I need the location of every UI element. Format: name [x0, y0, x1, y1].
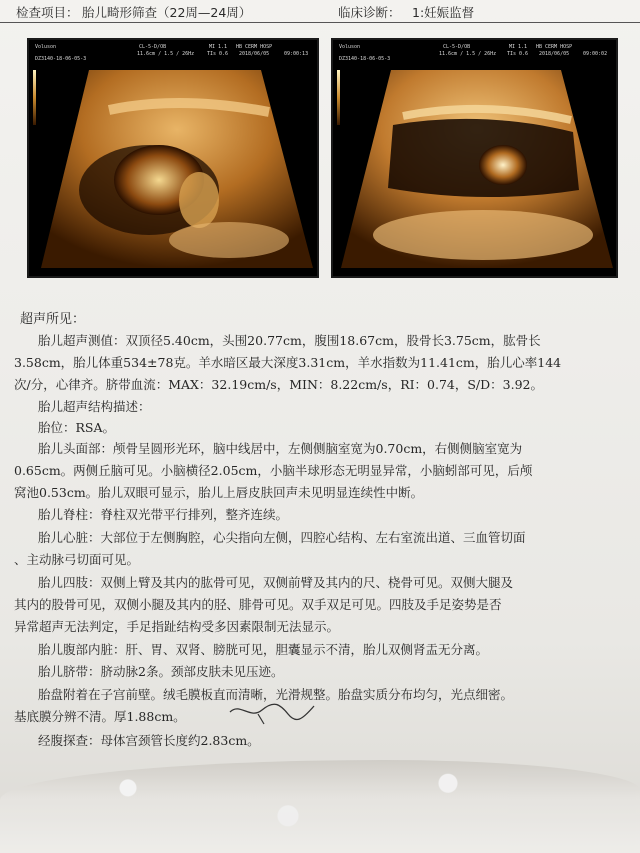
handwritten-signature: [228, 700, 316, 726]
probe-params: 11.6cm / 1.5 / 26Hz: [439, 51, 497, 57]
ti-readout: TIs 0.6: [207, 51, 229, 57]
report-line: 胎儿头面部：颅骨呈圆形光环，脑中线居中，左侧侧脑室宽为0.70cm，右侧侧脑室宽为: [38, 441, 523, 456]
hospital-name: HB CERM HOSP: [236, 44, 273, 50]
findings-title: 超声所见：: [20, 312, 86, 327]
mi-readout: MI 1.1: [509, 44, 528, 50]
exam-time: 09:00:13: [284, 51, 309, 57]
exam-item-label: 检查项目：: [16, 5, 79, 20]
header-divider: [0, 22, 640, 23]
report-line: 胎位：RSA。: [38, 420, 116, 435]
diagnosis-label: 临床诊断：: [338, 5, 401, 20]
exam-time: 09:00:02: [583, 51, 608, 57]
report-line: 胎儿腹部内脏：肝、胃、双肾、膀胱可见，胆囊显示不清，胎儿双侧肾盂无分离。: [38, 642, 489, 657]
device-text: CL-5-D/OB: [139, 44, 167, 50]
report-header: [0, 0, 640, 22]
patient-id: DZ3140-18-06-05-3: [339, 56, 391, 62]
lace-fabric: [0, 760, 640, 853]
report-line: 胎儿心脏：大部位于左侧胸腔，心尖指向左侧，四腔心结构、左右室流出道、三血管切面: [38, 530, 526, 545]
report-line: 0.65cm。两侧丘脑可见。小脑横径2.05cm，小脑半球形态无明显异常，小脑蚓部可见，后颅: [14, 463, 533, 478]
exam-date: 2018/06/05: [539, 51, 570, 57]
report-line: 胎儿超声测值：双顶径5.40cm，头围20.77cm，腹围18.67cm，股骨长3.75cm，肱骨长: [38, 333, 541, 348]
ti-readout: TIs 0.6: [507, 51, 529, 57]
report-line: 胎儿超声结构描述：: [38, 399, 151, 414]
patient-id: DZ3140-18-06-05-3: [35, 56, 87, 62]
ultrasound-image-right: [331, 38, 618, 278]
device-logo: Voluson: [35, 44, 57, 50]
report-line: 其内的股骨可见，双侧小腿及其内的胫、腓骨可见。双手双足可见。四肢及手足姿势是否: [14, 597, 502, 612]
report-line: 、主动脉弓切面可见。: [14, 552, 140, 567]
probe-params: 11.6cm / 1.5 / 26Hz: [137, 51, 195, 57]
device-logo: Voluson: [339, 44, 361, 50]
report-line: 窝池0.53cm。胎儿双眼可显示，胎儿上唇皮肤回声未见明显连续性中断。: [14, 485, 424, 500]
device-text: CL-5-D/OB: [443, 44, 471, 50]
report-line: 经腹探查：母体宫颈管长度约2.83cm。: [38, 733, 260, 748]
ultrasound-image-left: [27, 38, 319, 278]
report-line: 次/分，心律齐。脐带血流：MAX：32.19cm/s，MIN：8.22cm/s，RI：0.74，S/D：3.92。: [14, 377, 543, 392]
exam-date: 2018/06/05: [239, 51, 270, 57]
fetal-scan-left: [29, 40, 319, 278]
diagnosis-value: 1:妊娠监督: [412, 5, 475, 20]
report-line: 胎儿四肢：双侧上臂及其内的肱骨可见，双侧前臂及其内的尺、桡骨可见。双侧大腿及: [38, 575, 514, 590]
report-line: 胎儿脊柱：脊柱双光带平行排列，整齐连续。: [38, 507, 289, 522]
report-line: 胎儿脐带：脐动脉2条。颈部皮肤未见压迹。: [38, 664, 284, 679]
report-line: 3.58cm，胎儿体重534±78克。羊水暗区最大深度3.31cm，羊水指数为11.41cm，胎儿心率144: [14, 355, 562, 370]
exam-item-value: 胎儿畸形筛查（22周—24周）: [82, 5, 252, 20]
report-line: 异常超声无法判定，手足指趾结构受多因素限制无法显示。: [14, 619, 340, 634]
hospital-name: HB CERM HOSP: [536, 44, 573, 50]
mi-readout: MI 1.1: [209, 44, 228, 50]
fetal-scan-right: [333, 40, 618, 278]
report-line: 胎盘附着在子宫前壁。绒毛膜板直而清晰，光滑规整。胎盘实质分布均匀，光点细密。: [38, 687, 514, 702]
report-line: 基底膜分辨不清。厚1.88cm。: [14, 709, 186, 724]
